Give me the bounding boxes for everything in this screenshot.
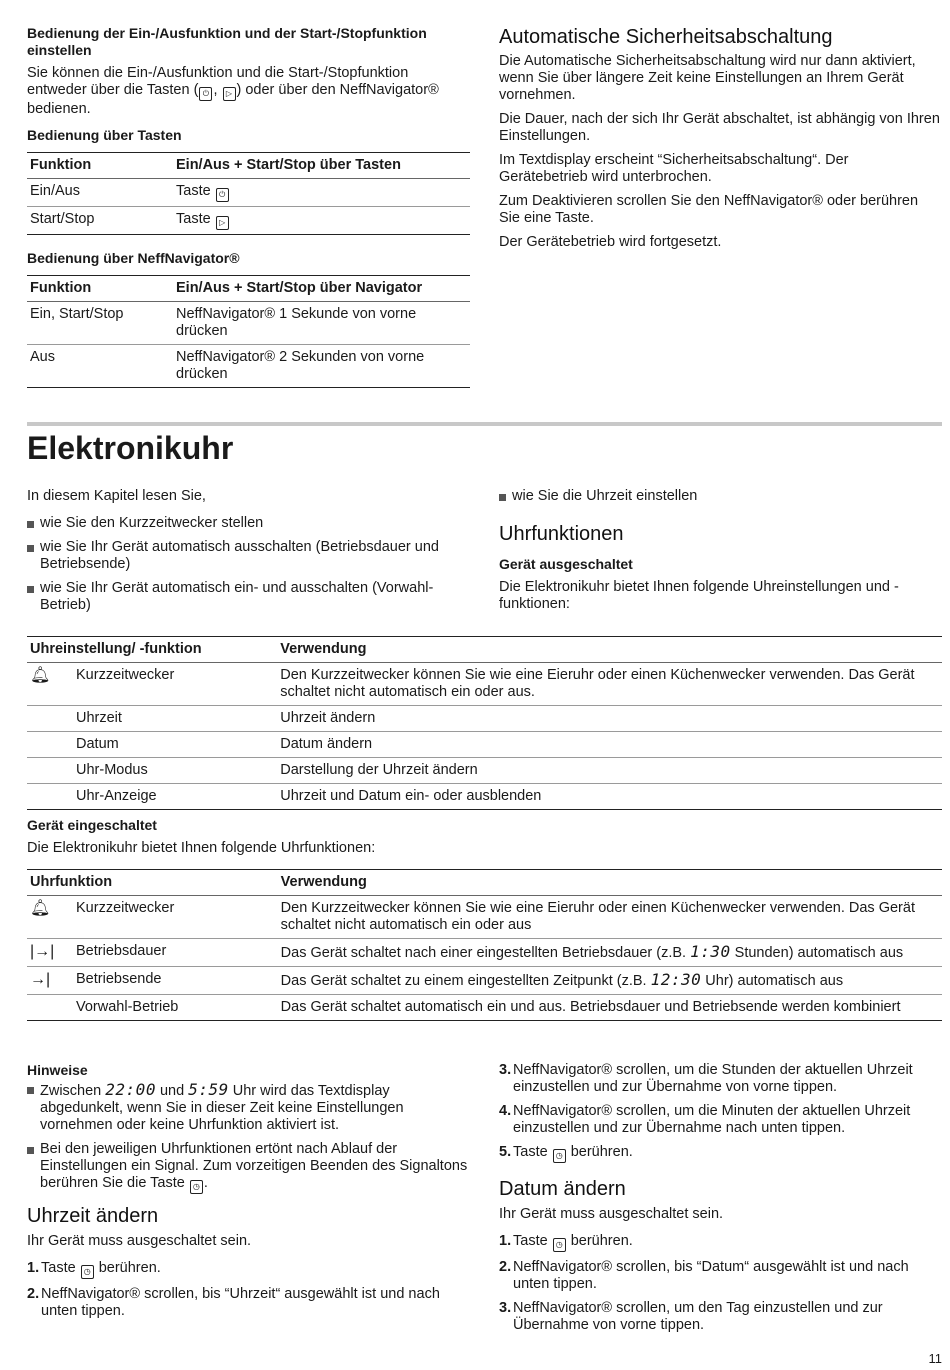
table-row: Aus NeffNavigator® 2 Sekunden von vorne drücken bbox=[27, 345, 470, 388]
table-row: 🔔︎ Kurzzeitwecker Den Kurzzeitwecker können Sie wie eine Eieruhr oder einen Küchenwecker verwenden. Das Gerät schaltet nicht automatisch ein oder aus. bbox=[27, 663, 942, 706]
list-item: Bei den jeweiligen Uhrfunktionen ertönt nach Ablauf der Einstellungen ein Signal. Zum vorzeitigen Beenden des Signaltons berühren Sie die Taste ◷ . bbox=[27, 1141, 470, 1194]
intro-list bbox=[27, 515, 470, 614]
start-stop-key-icon: ▷ bbox=[223, 87, 236, 101]
list-item: 3. NeffNavigator® scrollen, um die Stunden der aktuellen Uhrzeit einzustellen und zur Übernahme von vorne tippen. bbox=[499, 1062, 913, 1095]
table-row: Uhr-Modus Darstellung der Uhrzeit ändern bbox=[27, 758, 942, 784]
list-item: 1. Taste ◷ berühren. bbox=[499, 1233, 941, 1252]
power-key-icon: ⏻ bbox=[216, 188, 229, 202]
uhrzeit-steps bbox=[27, 1260, 470, 1320]
table-row: Uhr-Anzeige Uhrzeit und Datum ein- oder ausblenden bbox=[27, 784, 942, 810]
list-item: 1. Taste ◷ berühren. bbox=[27, 1260, 470, 1279]
safety-paragraph: Die Dauer, nach der sich Ihr Gerät abschaltet, ist abhängig von Ihren Einstellungen. bbox=[499, 111, 940, 144]
notes-section bbox=[27, 1062, 470, 1327]
start-stop-key-icon: ▷ bbox=[216, 216, 229, 230]
page-number: 11 bbox=[928, 1351, 942, 1366]
notes-list bbox=[27, 1081, 470, 1194]
end-time-icon: →| bbox=[30, 971, 51, 988]
onoff-heading: Bedienung der Ein-/Ausfunktion und der Start-/Stopfunktion einstellen bbox=[27, 25, 427, 58]
chapter-title: Elektronikuhr bbox=[27, 430, 234, 466]
table-row: Ein, Start/Stop NeffNavigator® 1 Sekunde von vorne drücken bbox=[27, 302, 470, 345]
bell-icon: 🔔︎ bbox=[30, 667, 51, 684]
list-item: Zwischen 22:00 und 5:59 Uhr wird das Textdisplay abgedunkelt, wenn Sie in dieser Zeit keine Einstellungen vornehmen oder keine Uhrfunktion aktiviert ist. bbox=[27, 1081, 470, 1134]
bell-icon: 🔔︎ bbox=[30, 900, 51, 917]
table-row: 🔔︎ Kurzzeitwecker Den Kurzzeitwecker können Sie wie eine Eieruhr oder einen Küchenwecker verwenden. Das Gerät schaltet nicht automatisch ein oder aus bbox=[27, 896, 942, 939]
table-row: Start/Stop Taste ▷ bbox=[27, 207, 470, 235]
table-row: |→| Betriebsdauer Das Gerät schaltet nach einer eingestellten Betriebsdauer (z.B. 1:30 Stunden) automatisch aus bbox=[27, 939, 942, 967]
lcd-value: 5:59 bbox=[188, 1080, 229, 1099]
list-item: wie Sie den Kurzzeitwecker stellen bbox=[27, 515, 470, 532]
clock-key-icon: ◷ bbox=[81, 1265, 94, 1279]
safety-paragraph: Die Automatische Sicherheitsabschaltung wird nur dann aktiviert, wenn Sie über längere Zeit keine Einstellungen an Ihrem Gerät vornehmen. bbox=[499, 53, 916, 103]
list-item: 5. Taste ◷ berühren. bbox=[499, 1144, 941, 1163]
uhrzeit-pre: Ihr Gerät muss ausgeschaltet sein. bbox=[27, 1233, 252, 1249]
table-row: Uhrzeit Uhrzeit ändern bbox=[27, 706, 942, 732]
on-section bbox=[27, 817, 942, 857]
on-intro: Die Elektronikuhr bietet Ihnen folgende Uhrfunktionen: bbox=[27, 840, 376, 856]
list-item: 2. NeffNavigator® scrollen, bis “Uhrzeit“ ausgewählt ist und nach unten tippen. bbox=[27, 1286, 440, 1319]
lcd-value: 22:00 bbox=[105, 1080, 156, 1099]
keys-col-func: Funktion bbox=[27, 153, 173, 179]
uhrzeit-steps-cont bbox=[499, 1062, 941, 1163]
intro-text: In diesem Kapitel lesen Sie, bbox=[27, 488, 206, 504]
safety-paragraph: Der Gerätebetrieb wird fortgesetzt. bbox=[499, 234, 722, 250]
table-row: Ein/Aus Taste ⏻ bbox=[27, 179, 470, 207]
nav-heading: Bedienung über NeffNavigator® bbox=[27, 250, 240, 266]
safety-paragraph: Zum Deaktivieren scrollen Sie den NeffNavigator® oder berühren Sie eine Taste. bbox=[499, 193, 919, 226]
notes-heading: Hinweise bbox=[27, 1062, 88, 1078]
chapter-intro bbox=[27, 488, 470, 621]
safety-heading: Automatische Sicherheitsabschaltung bbox=[499, 26, 833, 48]
duration-icon: |→| bbox=[30, 943, 55, 960]
power-key-icon: ⏻ bbox=[199, 87, 212, 101]
clock-key-icon: ◷ bbox=[553, 1149, 566, 1163]
datum-steps bbox=[499, 1233, 941, 1334]
list-item: 2. NeffNavigator® scrollen, bis “Datum“ ausgewählt ist und nach unten tippen. bbox=[499, 1259, 909, 1292]
keys-heading: Bedienung über Tasten bbox=[27, 127, 182, 143]
datum-heading: Datum ändern bbox=[499, 1178, 626, 1200]
lcd-value: 12:30 bbox=[650, 970, 702, 989]
off-intro: Die Elektronikuhr bietet Ihnen folgende Uhreinstellungen und -funktionen: bbox=[499, 579, 899, 612]
chapter-intro-right bbox=[499, 488, 941, 613]
off-table-wrap bbox=[27, 636, 942, 810]
list-item: 3. NeffNavigator® scrollen, um den Tag einzustellen und zur Übernahme von vorne tippen. bbox=[499, 1300, 883, 1333]
uhrzeit-heading: Uhrzeit ändern bbox=[27, 1205, 159, 1227]
onoff-section bbox=[27, 25, 470, 388]
table-row: →| Betriebsende Das Gerät schaltet zu einem eingestellten Zeitpunkt (z.B. 12:30 Uhr) automatisch aus bbox=[27, 967, 942, 995]
safety-paragraph: Im Textdisplay erscheint “Sicherheitsabschaltung“. Der Gerätebetrieb wird unterbrochen. bbox=[499, 152, 849, 185]
on-table-wrap bbox=[27, 869, 942, 1021]
nav-table: Funktion Ein/Aus + Start/Stop über Navigator Ein, Start/Stop NeffNavigator® 1 Sekunde von vorne drücken Aus NeffNavigator® 2 Sekunden von vorne drücken bbox=[27, 275, 470, 388]
list-item: wie Sie die Uhrzeit einstellen bbox=[499, 488, 941, 505]
intro-list-right bbox=[499, 488, 941, 505]
safety-section bbox=[499, 25, 941, 251]
onoff-intro: Sie können die Ein-/Ausfunktion und die Start-/Stopfunktion entweder über die Tasten ( ⏻ , ▷ ) oder über den NeffNavigator® bedienen. bbox=[27, 65, 439, 117]
on-heading: Gerät eingeschaltet bbox=[27, 817, 157, 833]
datum-pre: Ihr Gerät muss ausgeschaltet sein. bbox=[499, 1206, 724, 1222]
keys-table bbox=[27, 152, 470, 235]
table-row: Vorwahl-Betrieb Das Gerät schaltet automatisch ein und aus. Betriebsdauer und Betriebsende werden kombiniert bbox=[27, 995, 942, 1021]
clock-key-icon: ◷ bbox=[553, 1238, 566, 1252]
clock-key-icon: ◷ bbox=[190, 1180, 203, 1194]
steps-right bbox=[499, 1062, 941, 1341]
off-table: Uhreinstellung/ -funktion Verwendung 🔔︎ Kurzzeitwecker Den Kurzzeitwecker können Sie wie eine Eieruhr oder einen Küchenwecker verwenden. Das Gerät schaltet nicht automatisch ein oder aus. Uhrzeit Uhrzeit ändern Datum Datum ändern Uhr-Modus Darstellung der Uhrzeit ändern Uhr-Anzeige Uhrzeit und Datum ein- oder ausblenden bbox=[27, 636, 942, 810]
functions-heading: Uhrfunktionen bbox=[499, 523, 624, 545]
on-table: Uhrfunktion Verwendung 🔔︎ Kurzzeitwecker Den Kurzzeitwecker können Sie wie eine Eieruhr oder einen Küchenwecker verwenden. Das Gerät schaltet nicht automatisch ein oder aus |→| Betriebsdauer Das Gerät schaltet nach einer eingestellten Betriebsdauer (z.B. 1:30 Stunden) automatisch aus →| Betriebsende Das Gerät schaltet zu einem eingestellten Zeitpunkt (z.B. 12:30 Uhr) automatisch aus Vorwahl-Betrieb Das Gerät schaltet automatisch ein und aus. Betriebsdauer und Betriebsende werden kombiniert bbox=[27, 869, 942, 1021]
off-heading: Gerät ausgeschaltet bbox=[499, 556, 633, 572]
table-row: Datum Datum ändern bbox=[27, 732, 942, 758]
list-item: 4. NeffNavigator® scrollen, um die Minuten der aktuellen Uhrzeit einzustellen und zur Übernahme nach unten tippen. bbox=[499, 1103, 911, 1136]
keys-col-value: Ein/Aus + Start/Stop über Tasten bbox=[173, 153, 470, 179]
lcd-value: 1:30 bbox=[690, 942, 731, 961]
chapter-rule bbox=[27, 422, 942, 426]
list-item: wie Sie Ihr Gerät automatisch ausschalten (Betriebsdauer und Betriebsende) bbox=[27, 539, 470, 573]
list-item: wie Sie Ihr Gerät automatisch ein- und ausschalten (Vorwahl-Betrieb) bbox=[27, 580, 470, 614]
